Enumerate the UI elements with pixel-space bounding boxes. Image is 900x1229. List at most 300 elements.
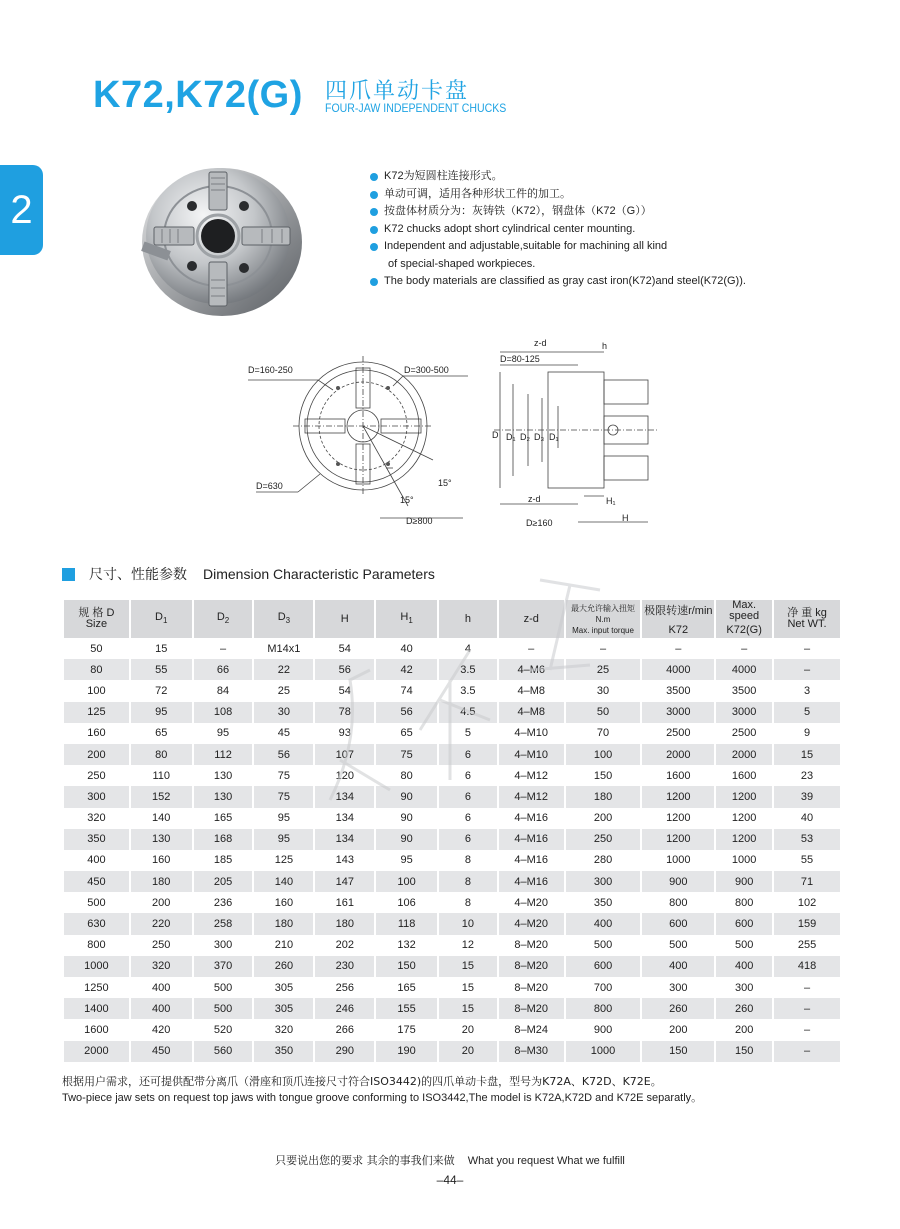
table-cell: 320 bbox=[130, 956, 193, 977]
table-cell: 320 bbox=[63, 808, 130, 829]
table-cell: 450 bbox=[130, 1041, 193, 1062]
table-cell: 161 bbox=[314, 892, 375, 913]
col-size: 规 格 D Size bbox=[63, 600, 130, 638]
table-cell: 15 bbox=[438, 998, 498, 1019]
table-cell: 110 bbox=[130, 765, 193, 786]
drawing-label: D₂ bbox=[520, 432, 530, 442]
table-cell: 15 bbox=[438, 956, 498, 977]
table-cell: 25 bbox=[565, 659, 642, 680]
table-row bbox=[63, 998, 841, 1019]
table-cell: – bbox=[773, 998, 841, 1019]
table-cell: 6 bbox=[438, 744, 498, 765]
table-cell: 3500 bbox=[641, 680, 715, 701]
table-cell: 80 bbox=[63, 659, 130, 680]
table-cell: 160 bbox=[130, 850, 193, 871]
table-row bbox=[63, 977, 841, 998]
table-cell: 134 bbox=[314, 829, 375, 850]
table-cell: 4.5 bbox=[438, 702, 498, 723]
table-cell: 260 bbox=[715, 998, 773, 1019]
table-row bbox=[63, 765, 841, 786]
table-cell: 800 bbox=[565, 998, 642, 1019]
table-cell: 74 bbox=[375, 680, 438, 701]
table-cell: – bbox=[773, 659, 841, 680]
table-cell: 95 bbox=[193, 723, 254, 744]
table-cell: 4–M10 bbox=[498, 744, 565, 765]
table-cell: 230 bbox=[314, 956, 375, 977]
table-cell: 6 bbox=[438, 829, 498, 850]
table-cell: 6 bbox=[438, 786, 498, 807]
drawing-label: z-d bbox=[528, 494, 541, 504]
table-cell: 200 bbox=[641, 1019, 715, 1040]
table-cell: 500 bbox=[193, 998, 254, 1019]
table-cell: 45 bbox=[253, 723, 314, 744]
table-cell: 200 bbox=[565, 808, 642, 829]
table-cell: 400 bbox=[130, 977, 193, 998]
table-cell: 4–M6 bbox=[498, 659, 565, 680]
table-cell: 8–M20 bbox=[498, 998, 565, 1019]
table-row bbox=[63, 850, 841, 871]
table-row bbox=[63, 913, 841, 934]
table-cell: 320 bbox=[253, 1019, 314, 1040]
table-cell: 108 bbox=[193, 702, 254, 723]
table-cell: 54 bbox=[314, 638, 375, 659]
table-cell: 600 bbox=[715, 913, 773, 934]
table-row bbox=[63, 808, 841, 829]
table-cell: 1600 bbox=[641, 765, 715, 786]
table-cell: 180 bbox=[253, 913, 314, 934]
table-cell: 260 bbox=[253, 956, 314, 977]
table-row bbox=[63, 702, 841, 723]
feature-item: K72为短圆柱连接形式。 bbox=[370, 168, 746, 186]
col-speed-en: Max. speed bbox=[715, 600, 773, 622]
slogan-en: What you request What we fulfill bbox=[467, 1155, 625, 1167]
table-cell: 1000 bbox=[641, 850, 715, 871]
table-cell: 250 bbox=[63, 765, 130, 786]
technical-drawing bbox=[238, 328, 668, 534]
table-cell: 1250 bbox=[63, 977, 130, 998]
table-cell: 420 bbox=[130, 1019, 193, 1040]
table-cell: 134 bbox=[314, 786, 375, 807]
table-cell: 500 bbox=[63, 892, 130, 913]
table-cell: 95 bbox=[253, 808, 314, 829]
table-cell: 150 bbox=[641, 1041, 715, 1062]
table-cell: 8 bbox=[438, 871, 498, 892]
table-cell: 75 bbox=[375, 744, 438, 765]
table-cell: 3500 bbox=[715, 680, 773, 701]
drawing-label: D=80-125 bbox=[500, 354, 540, 364]
table-cell: 84 bbox=[193, 680, 254, 701]
table-row bbox=[63, 744, 841, 765]
drawing-label: H bbox=[622, 513, 629, 523]
col-d1: $D_1$ bbox=[130, 600, 193, 638]
drawing-label: 15° bbox=[438, 478, 452, 488]
table-cell: – bbox=[498, 638, 565, 659]
table-cell: – bbox=[773, 1019, 841, 1040]
table-cell: 4–M16 bbox=[498, 850, 565, 871]
table-cell: 15 bbox=[438, 977, 498, 998]
table-cell: 600 bbox=[565, 956, 642, 977]
table-cell: 400 bbox=[565, 913, 642, 934]
table-cell: 155 bbox=[375, 998, 438, 1019]
table-cell: 246 bbox=[314, 998, 375, 1019]
table-cell: 180 bbox=[130, 871, 193, 892]
col-weight: 净 重 kg Net WT. bbox=[773, 600, 841, 638]
col-speed-k72: K72 bbox=[641, 622, 715, 638]
table-cell: 4–M8 bbox=[498, 702, 565, 723]
col-torque: 最大允许输入扭矩N.m Max. input torque bbox=[565, 600, 642, 638]
table-cell: 106 bbox=[375, 892, 438, 913]
drawing-label: h bbox=[602, 341, 608, 351]
feature-list bbox=[370, 168, 746, 291]
table-cell: 56 bbox=[375, 702, 438, 723]
table-cell: 15 bbox=[130, 638, 193, 659]
table-cell: 20 bbox=[438, 1019, 498, 1040]
table-cell: 1200 bbox=[715, 786, 773, 807]
table-cell: 70 bbox=[565, 723, 642, 744]
table-cell: 78 bbox=[314, 702, 375, 723]
table-cell: 4–M16 bbox=[498, 829, 565, 850]
table-cell: 4–M20 bbox=[498, 913, 565, 934]
col-speed-k72g: K72(G) bbox=[715, 622, 773, 638]
col-h: h bbox=[438, 600, 498, 638]
table-cell: 1000 bbox=[63, 956, 130, 977]
table-cell: 418 bbox=[773, 956, 841, 977]
parameters-table bbox=[62, 600, 842, 1062]
table-cell: 8–M24 bbox=[498, 1019, 565, 1040]
table-cell: 95 bbox=[375, 850, 438, 871]
table-cell: 350 bbox=[253, 1041, 314, 1062]
table-cell: 130 bbox=[130, 829, 193, 850]
table-cell: 90 bbox=[375, 786, 438, 807]
table-cell: 350 bbox=[565, 892, 642, 913]
table-cell: 56 bbox=[253, 744, 314, 765]
table-cell: 100 bbox=[565, 744, 642, 765]
table-cell: 4–M16 bbox=[498, 808, 565, 829]
table-row bbox=[63, 1041, 841, 1062]
table-cell: 80 bbox=[130, 744, 193, 765]
col-zd: z-d bbox=[498, 600, 565, 638]
table-cell: 175 bbox=[375, 1019, 438, 1040]
table-cell: 800 bbox=[641, 892, 715, 913]
table-cell: 400 bbox=[130, 998, 193, 1019]
section-title-cn: 尺寸、性能参数 bbox=[89, 567, 187, 583]
table-cell: 1000 bbox=[565, 1041, 642, 1062]
table-cell: 400 bbox=[641, 956, 715, 977]
table-cell: 90 bbox=[375, 808, 438, 829]
table-cell: 800 bbox=[63, 935, 130, 956]
page-subtitle-cn: 四爪单动卡盘 bbox=[325, 79, 470, 104]
table-cell: 180 bbox=[565, 786, 642, 807]
table-cell: 130 bbox=[193, 765, 254, 786]
table-cell: 55 bbox=[773, 850, 841, 871]
table-cell: 8–M20 bbox=[498, 977, 565, 998]
table-cell: 4000 bbox=[641, 659, 715, 680]
table-cell: 4–M10 bbox=[498, 723, 565, 744]
table-row bbox=[63, 638, 841, 659]
page-title: K72,K72(G) bbox=[93, 74, 303, 116]
table-cell: 168 bbox=[193, 829, 254, 850]
table-cell: 1600 bbox=[715, 765, 773, 786]
table-cell: 107 bbox=[314, 744, 375, 765]
table-cell: 500 bbox=[193, 977, 254, 998]
table-cell: 80 bbox=[375, 765, 438, 786]
table-cell: 1200 bbox=[641, 808, 715, 829]
table-cell: 3000 bbox=[715, 702, 773, 723]
table-cell: 250 bbox=[565, 829, 642, 850]
table-cell: 65 bbox=[375, 723, 438, 744]
table-cell: 1000 bbox=[715, 850, 773, 871]
drawing-label: 15° bbox=[400, 495, 414, 505]
table-row bbox=[63, 829, 841, 850]
table-cell: 152 bbox=[130, 786, 193, 807]
table-cell: 125 bbox=[253, 850, 314, 871]
table-cell: 95 bbox=[130, 702, 193, 723]
table-cell: 4–M12 bbox=[498, 786, 565, 807]
table-cell: 102 bbox=[773, 892, 841, 913]
table-cell: 500 bbox=[715, 935, 773, 956]
table-cell: 8 bbox=[438, 892, 498, 913]
table-cell: 160 bbox=[253, 892, 314, 913]
table-cell: 25 bbox=[253, 680, 314, 701]
table-cell: 1400 bbox=[63, 998, 130, 1019]
table-cell: 5 bbox=[438, 723, 498, 744]
table-cell: 900 bbox=[715, 871, 773, 892]
table-cell: – bbox=[193, 638, 254, 659]
table-cell: 210 bbox=[253, 935, 314, 956]
table-cell: 200 bbox=[130, 892, 193, 913]
table-cell: – bbox=[715, 638, 773, 659]
table-cell: 1200 bbox=[641, 829, 715, 850]
table-cell: 22 bbox=[253, 659, 314, 680]
table-cell: 400 bbox=[715, 956, 773, 977]
drawing-label: D=160-250 bbox=[248, 365, 293, 375]
table-cell: 350 bbox=[63, 829, 130, 850]
feature-item: 按盘体材质分为：灰铸铁（K72），钢盘体（K72（G）） bbox=[370, 203, 746, 221]
table-cell: – bbox=[773, 1041, 841, 1062]
table-cell: 290 bbox=[314, 1041, 375, 1062]
table-cell: 8 bbox=[438, 850, 498, 871]
table-cell: 134 bbox=[314, 808, 375, 829]
table-cell: 180 bbox=[314, 913, 375, 934]
table-cell: 160 bbox=[63, 723, 130, 744]
table-cell: 190 bbox=[375, 1041, 438, 1062]
table-row bbox=[63, 892, 841, 913]
table-cell: 1600 bbox=[63, 1019, 130, 1040]
drawing-label: D≥800 bbox=[406, 516, 433, 526]
drawing-label: D≥160 bbox=[526, 518, 553, 528]
table-cell: M14x1 bbox=[253, 638, 314, 659]
section-heading bbox=[62, 564, 435, 584]
table-cell: 300 bbox=[193, 935, 254, 956]
table-cell: 12 bbox=[438, 935, 498, 956]
page-subtitle-en: FOUR-JAW INDEPENDENT CHUCKS bbox=[325, 101, 507, 115]
table-cell: 65 bbox=[130, 723, 193, 744]
table-cell: 72 bbox=[130, 680, 193, 701]
table-row bbox=[63, 659, 841, 680]
table-cell: 112 bbox=[193, 744, 254, 765]
table-cell: 100 bbox=[375, 871, 438, 892]
table-cell: 53 bbox=[773, 829, 841, 850]
drawing-label: D₁ bbox=[549, 432, 559, 442]
table-cell: 3 bbox=[773, 680, 841, 701]
drawing-label: D=630 bbox=[256, 481, 283, 491]
table-cell: 258 bbox=[193, 913, 254, 934]
table-cell: 4–M20 bbox=[498, 892, 565, 913]
chapter-tab bbox=[0, 165, 43, 255]
table-cell: 220 bbox=[130, 913, 193, 934]
table-cell: 4000 bbox=[715, 659, 773, 680]
table-cell: 30 bbox=[565, 680, 642, 701]
table-cell: 3.5 bbox=[438, 659, 498, 680]
table-cell: 66 bbox=[193, 659, 254, 680]
table-cell: 165 bbox=[193, 808, 254, 829]
chapter-number: 2 bbox=[10, 187, 33, 232]
table-cell: 3000 bbox=[641, 702, 715, 723]
table-cell: 39 bbox=[773, 786, 841, 807]
table-cell: 132 bbox=[375, 935, 438, 956]
table-cell: 300 bbox=[63, 786, 130, 807]
table-cell: 2500 bbox=[715, 723, 773, 744]
drawing-label: D₃ bbox=[534, 432, 545, 442]
table-cell: 4–M12 bbox=[498, 765, 565, 786]
table-row bbox=[63, 786, 841, 807]
table-cell: 305 bbox=[253, 998, 314, 1019]
table-cell: 4–M8 bbox=[498, 680, 565, 701]
page-number: –44– bbox=[436, 1173, 464, 1187]
col-h-cap: H bbox=[314, 600, 375, 638]
feature-item: 单动可调，适用各种形状工件的加工。 bbox=[370, 186, 746, 204]
drawing-label: D bbox=[492, 430, 499, 440]
section-title-en: Dimension Characteristic Parameters bbox=[203, 566, 435, 582]
table-cell: 255 bbox=[773, 935, 841, 956]
table-cell: 9 bbox=[773, 723, 841, 744]
drawing-label: D=300-500 bbox=[404, 365, 449, 375]
col-speed-cn: 极限转速r/min bbox=[641, 600, 715, 622]
table-cell: 54 bbox=[314, 680, 375, 701]
table-cell: 5 bbox=[773, 702, 841, 723]
table-cell: 305 bbox=[253, 977, 314, 998]
table-cell: 202 bbox=[314, 935, 375, 956]
feature-item-continued: of special-shaped workpieces. bbox=[388, 257, 536, 270]
table-cell: 71 bbox=[773, 871, 841, 892]
table-cell: 500 bbox=[641, 935, 715, 956]
section-marker-icon bbox=[62, 568, 75, 581]
table-cell: 42 bbox=[375, 659, 438, 680]
table-row bbox=[63, 871, 841, 892]
table-cell: 2000 bbox=[715, 744, 773, 765]
table-cell: 205 bbox=[193, 871, 254, 892]
chuck-photo bbox=[132, 158, 307, 318]
table-cell: 500 bbox=[565, 935, 642, 956]
table-cell: 1200 bbox=[715, 808, 773, 829]
footnote-en: Two-piece jaw sets on request top jaws with tongue groove conforming to ISO3442,The model is K72A,K72D and K72E separatly。 bbox=[62, 1092, 703, 1104]
table-cell: 55 bbox=[130, 659, 193, 680]
table-cell: 700 bbox=[565, 977, 642, 998]
table-cell: 4–M16 bbox=[498, 871, 565, 892]
table-cell: 800 bbox=[715, 892, 773, 913]
table-cell: 147 bbox=[314, 871, 375, 892]
table-cell: 600 bbox=[641, 913, 715, 934]
table-cell: 93 bbox=[314, 723, 375, 744]
table-cell: 236 bbox=[193, 892, 254, 913]
table-cell: 90 bbox=[375, 829, 438, 850]
table-cell: 400 bbox=[63, 850, 130, 871]
feature-item: The body materials are classified as gray cast iron(K72)and steel(K72(G)). bbox=[370, 273, 746, 291]
table-cell: 250 bbox=[130, 935, 193, 956]
table-cell: 370 bbox=[193, 956, 254, 977]
table-cell: 300 bbox=[715, 977, 773, 998]
table-cell: 40 bbox=[773, 808, 841, 829]
table-cell: 6 bbox=[438, 808, 498, 829]
table-cell: 260 bbox=[641, 998, 715, 1019]
table-cell: 256 bbox=[314, 977, 375, 998]
table-cell: 2000 bbox=[63, 1041, 130, 1062]
table-cell: 165 bbox=[375, 977, 438, 998]
table-cell: 280 bbox=[565, 850, 642, 871]
table-cell: 159 bbox=[773, 913, 841, 934]
table-cell: 4 bbox=[438, 638, 498, 659]
col-d3: $D_3$ bbox=[253, 600, 314, 638]
table-cell: 23 bbox=[773, 765, 841, 786]
feature-item: Independent and adjustable,suitable for machining all kind bbox=[370, 238, 746, 256]
table-cell: 150 bbox=[375, 956, 438, 977]
table-row bbox=[63, 935, 841, 956]
table-cell: 8–M30 bbox=[498, 1041, 565, 1062]
table-cell: 120 bbox=[314, 765, 375, 786]
table-cell: 2000 bbox=[641, 744, 715, 765]
table-cell: 50 bbox=[63, 638, 130, 659]
feature-item: K72 chucks adopt short cylindrical center mounting. bbox=[370, 221, 746, 239]
table-cell: 143 bbox=[314, 850, 375, 871]
footnote-cn: 根据用户需求，还可提供配带分离爪（滑座和顶爪连接尺寸符合ISO3442)的四爪单动卡盘，型号为K72A、K72D、K72E。 bbox=[62, 1075, 662, 1088]
drawing-label: H₁ bbox=[606, 496, 616, 506]
table-cell: 100 bbox=[63, 680, 130, 701]
table-cell: 95 bbox=[253, 829, 314, 850]
table-cell: 560 bbox=[193, 1041, 254, 1062]
table-cell: – bbox=[565, 638, 642, 659]
footer-slogan bbox=[0, 1152, 900, 1168]
table-cell: 125 bbox=[63, 702, 130, 723]
table-cell: 1200 bbox=[641, 786, 715, 807]
table-cell: 50 bbox=[565, 702, 642, 723]
table-cell: 520 bbox=[193, 1019, 254, 1040]
table-cell: 8–M20 bbox=[498, 956, 565, 977]
table-cell: 300 bbox=[565, 871, 642, 892]
table-row bbox=[63, 723, 841, 744]
table-cell: 450 bbox=[63, 871, 130, 892]
table-cell: 200 bbox=[715, 1019, 773, 1040]
table-header-row bbox=[63, 600, 841, 622]
table-row bbox=[63, 1019, 841, 1040]
table-cell: 150 bbox=[715, 1041, 773, 1062]
table-row bbox=[63, 956, 841, 977]
table-cell: 1200 bbox=[715, 829, 773, 850]
table-cell: 630 bbox=[63, 913, 130, 934]
table-cell: 20 bbox=[438, 1041, 498, 1062]
table-cell: – bbox=[641, 638, 715, 659]
table-cell: 56 bbox=[314, 659, 375, 680]
table-cell: 900 bbox=[641, 871, 715, 892]
table-cell: – bbox=[773, 638, 841, 659]
table-cell: 300 bbox=[641, 977, 715, 998]
slogan-cn: 只要说出您的要求 其余的事我们来做 bbox=[275, 1154, 455, 1167]
table-cell: 75 bbox=[253, 786, 314, 807]
table-cell: 2500 bbox=[641, 723, 715, 744]
table-cell: 140 bbox=[253, 871, 314, 892]
table-cell: 140 bbox=[130, 808, 193, 829]
table-cell: 40 bbox=[375, 638, 438, 659]
table-cell: 15 bbox=[773, 744, 841, 765]
